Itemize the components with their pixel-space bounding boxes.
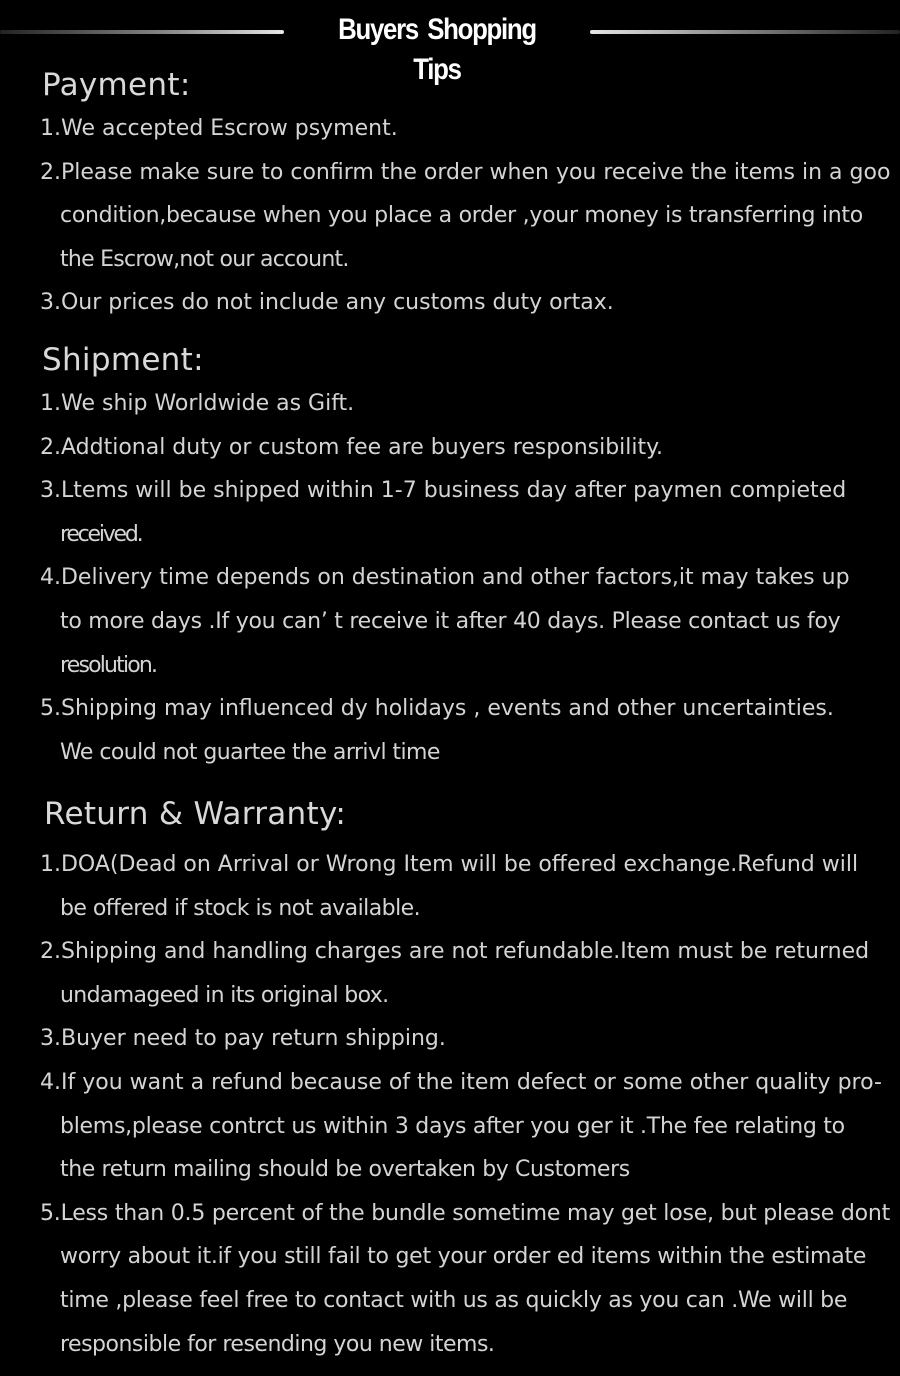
item-line: 4.If you want a refund because of the item defect or some other quality pro- bbox=[40, 1069, 882, 1095]
return-item-5 bbox=[40, 1192, 890, 1366]
item-line: 2.Please make sure to confirm the order when you receive the items in a goo bbox=[40, 159, 891, 185]
item-line: 2.Shipping and handling charges are not refundable.Item must be returned bbox=[40, 939, 870, 965]
shipment-list bbox=[40, 382, 890, 774]
return-warranty-heading: Return & Warranty: bbox=[44, 796, 347, 832]
item-line: 5.Less than 0.5 percent of the bundle sometime may get lose, but please dont bbox=[40, 1200, 891, 1226]
item-line: 2.Addtional duty or custom fee are buyers responsibility. bbox=[40, 434, 664, 460]
payment-item-3 bbox=[40, 281, 890, 325]
shipment-item-1 bbox=[40, 382, 890, 426]
payment-heading: Payment: bbox=[42, 67, 191, 103]
item-line: resolution. bbox=[60, 652, 157, 678]
item-line: condition,because when you place a order ,your money is transferring into bbox=[60, 203, 863, 229]
item-line: received. bbox=[60, 521, 142, 547]
payment-list bbox=[40, 107, 890, 325]
item-line: to more days .If you can’ t receive it after 40 days. Please contact us foy bbox=[60, 608, 841, 634]
shipment-item-5 bbox=[40, 687, 890, 774]
item-line: responsible for resending you new items. bbox=[60, 1331, 495, 1357]
shipment-item-3 bbox=[40, 469, 890, 556]
item-line: 3.Our prices do not include any customs duty ortax. bbox=[40, 290, 614, 316]
item-line: 1.DOA(Dead on Arrival or Wrong Item will be offered exchange.Refund will bbox=[40, 852, 859, 877]
item-line: 1.We ship Worldwide as Gift. bbox=[40, 391, 355, 416]
item-line: time ,please feel free to contact with us as quickly as you can .We will be bbox=[60, 1287, 848, 1313]
banner-divider-right bbox=[590, 30, 900, 34]
item-line: We could not guartee the arrivl time bbox=[60, 739, 440, 765]
return-warranty-list bbox=[40, 843, 890, 1366]
item-line: 3.Buyer need to pay return shipping. bbox=[40, 1026, 446, 1052]
item-line: blems,please contrct us within 3 days after you ger it .The fee relating to bbox=[60, 1113, 845, 1139]
item-line: 3.Ltems will be shipped within 1-7 business day after paymen compieted bbox=[40, 478, 847, 504]
shipment-item-4 bbox=[40, 556, 890, 687]
item-line: 1.We accepted Escrow psyment. bbox=[40, 116, 398, 141]
item-line: the Escrow,not our account. bbox=[60, 246, 349, 272]
item-line: worry about it.if you still fail to get your order ed items within the estimate bbox=[60, 1244, 867, 1270]
item-line: 4.Delivery time depends on destination and other factors,it may takes up bbox=[40, 565, 850, 591]
item-line: be offered if stock is not available. bbox=[60, 895, 421, 921]
payment-item-1 bbox=[40, 107, 890, 151]
shipment-heading: Shipment: bbox=[42, 342, 204, 378]
item-line: undamageed in its original box. bbox=[60, 982, 389, 1008]
return-item-3 bbox=[40, 1017, 890, 1061]
item-line: the return mailing should be overtaken by Customers bbox=[60, 1157, 630, 1183]
shipment-item-2 bbox=[40, 426, 890, 470]
item-line: 5.Shipping may influenced dy holidays , events and other uncertainties. bbox=[40, 696, 834, 722]
return-item-4 bbox=[40, 1061, 890, 1192]
return-item-1 bbox=[40, 843, 890, 930]
payment-item-2 bbox=[40, 151, 890, 282]
page-title: Buyers Shopping Tips bbox=[338, 13, 536, 86]
return-item-2 bbox=[40, 930, 890, 1017]
banner-divider-left bbox=[0, 30, 284, 34]
